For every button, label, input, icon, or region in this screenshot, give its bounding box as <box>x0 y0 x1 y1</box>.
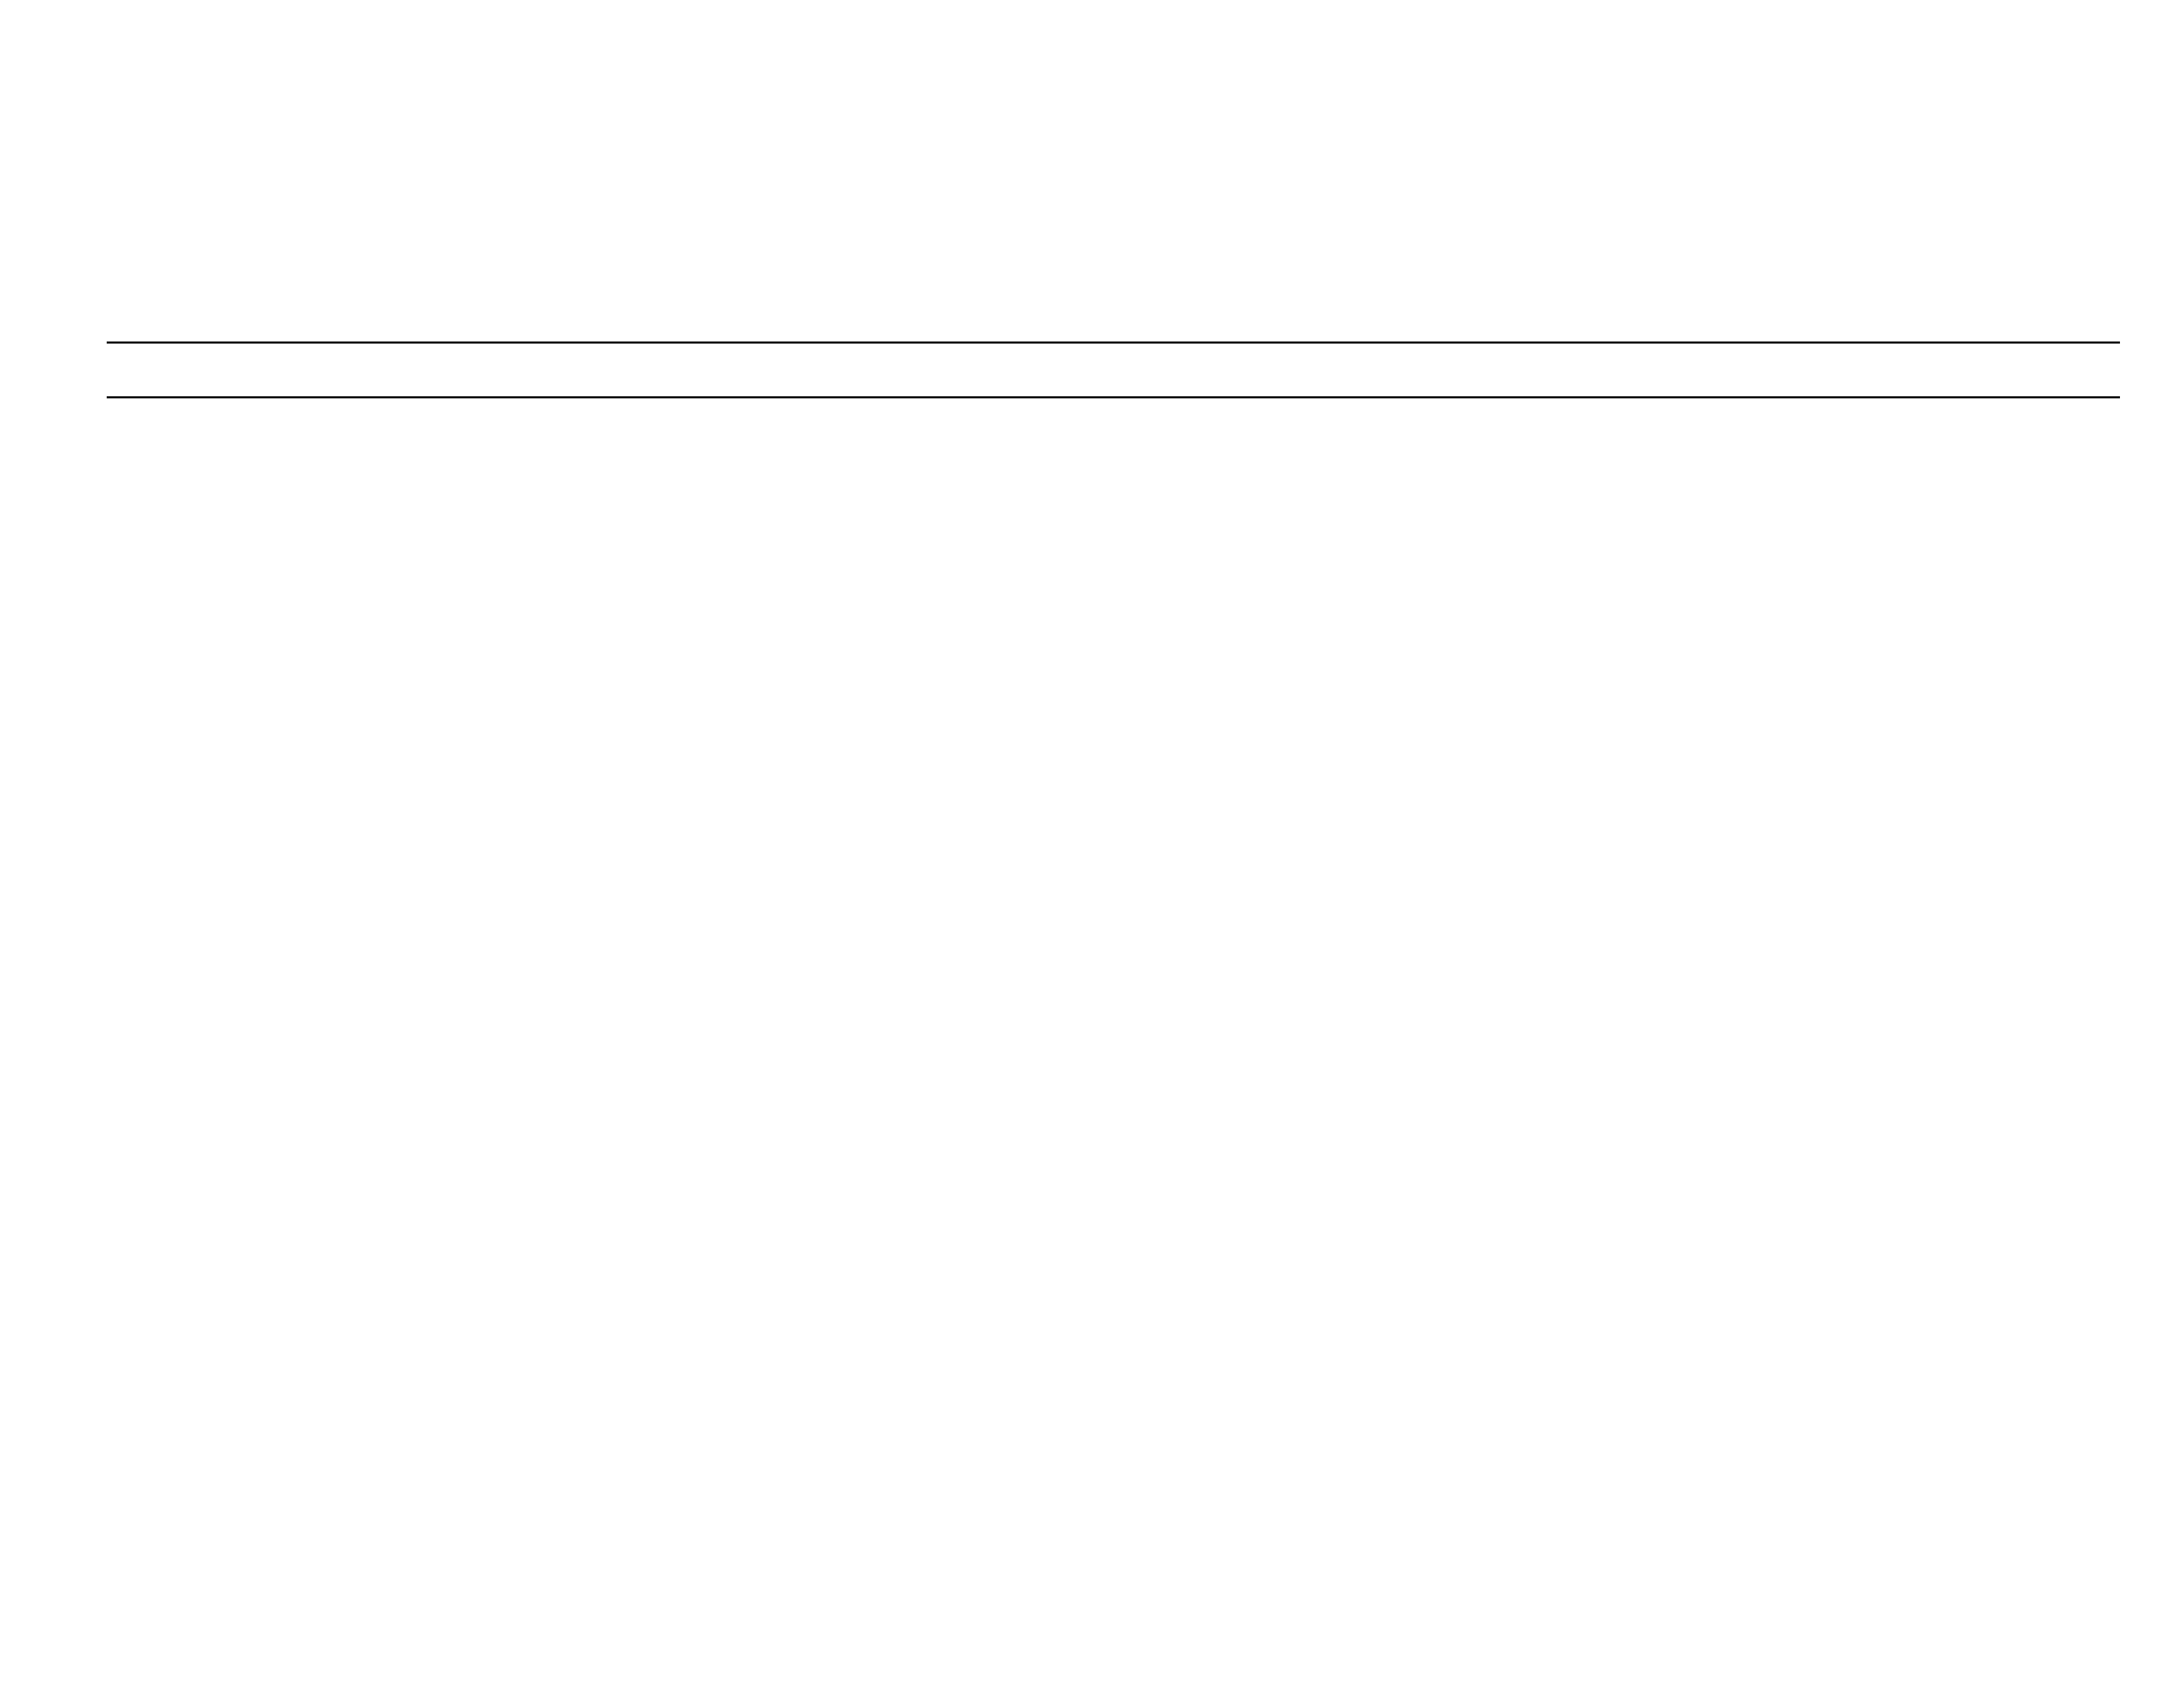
table-header-row <box>107 341 2120 398</box>
